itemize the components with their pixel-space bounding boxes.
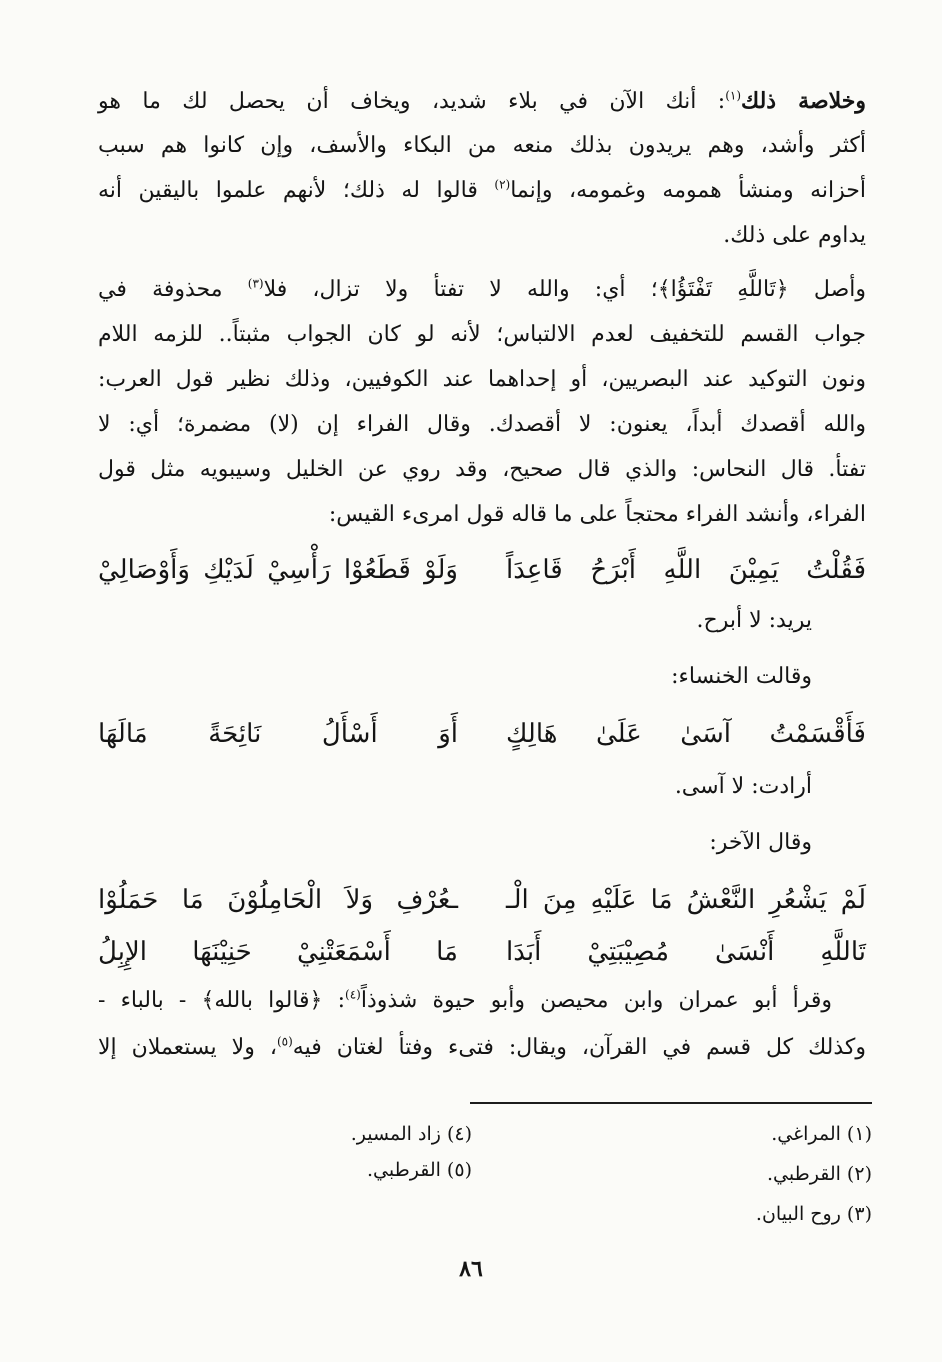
footnote-5: (٥) القرطبي. [367,1159,472,1181]
footnote-2: (٢) القرطبي. [767,1163,872,1185]
paragraph2-line6: الفراء، وأنشد الفراء محتجاً على ما قاله قول امرىء القيس: [328,502,866,527]
verse-4 [98,930,866,974]
verse-3-first-hemistich: لَمْ يَشْعُرِ النَّعْشُ مَا عَلَيْهِ مِنَ الْـ [506,885,866,915]
verse-2-explanation: أرادت: لا آسى. [674,774,812,799]
verse-3-intro: وقال الآخر: [709,830,812,855]
footnote-ref-2: (٢) [494,177,511,192]
footnote-separator [470,1102,872,1104]
paragraph1-line2: أكثر وأشد، وهم يريدون بذلك منعه من البكاء والأسف، وإن كانوا هم سبب [98,133,866,158]
paragraph3-line2-a: وكذلك كل قسم في القرآن، ويقال: فتىء وفتأ لغتان فيه [292,1035,866,1060]
footnote-4: (٤) زاد المسير. [350,1123,472,1145]
page-number: ٨٦ [459,1256,483,1282]
footnote-ref-3: (٣) [247,276,264,291]
footnote-3: (٣) روح البيان. [755,1203,872,1225]
verse-1-first-hemistich: فَقُلْتُ يَمِيْنَ اللَّهِ أَبْرَحُ قَاعِدَاً [506,555,866,585]
paragraph3-line2 [98,1031,866,1065]
paragraph2-line5: تفتأ. قال النحاس: والذي قال صحيح، وقد روي عن الخليل وسيبويه مثل قول [98,457,866,482]
paragraph3-line2-b: ، ولا يستعملان إلا [98,1035,277,1060]
footnote-ref-4: (٤) [345,987,361,1002]
paragraph1-lead: وخلاصة ذلك [741,88,866,114]
paragraph2-line1-a: وأصل ﴿تَاللَّهِ تَفْتَؤُا﴾؛ أي: والله لا تفتأ ولا تزال، فلا [263,277,866,302]
footnote-ref-1: (١) [725,88,742,103]
paragraph1-line3 [98,174,866,208]
paragraph1-line4: يداوم على ذلك. [723,223,866,248]
paragraph2-line1-b: محذوفة في [98,277,248,302]
paragraph3-line1-b: : ﴿قالوا بالله﴾ - بالباء - [98,988,345,1013]
verse-1-explanation: يريد: لا أبرح. [696,608,812,633]
verse-3-second-hemistich: ـعُرْفِ وَلاَ الْحَامِلُوْنَ مَا حَمَلُوْا [98,885,458,915]
footnote-ref-5: (٥) [276,1034,293,1049]
verse-2-intro: وقالت الخنساء: [671,664,812,689]
paragraph2-line1 [98,273,866,307]
verse-3 [98,878,866,922]
paragraph1-line1-text: : أنك الآن في بلاء شديد، ويخاف أن يحصل لك ما هو [98,89,726,114]
paragraph2-line4: والله أقصدك أبداً، يعنون: لا أقصدك. وقال الفراء إن (لا) مضمرة؛ أي: لا [98,412,866,437]
paragraph3-line1 [98,984,832,1018]
paragraph2-line3: ونون التوكيد عند البصريين، أو إحداهما عند الكوفيين، وذلك نظير قول العرب: [98,367,866,392]
verse-1-second-hemistich: وَلَوْ قَطَعُوْا رَأْسِيْ لَدَيْكِ وَأَوْصَالِيْ [98,555,458,585]
paragraph1-line1 [98,84,866,119]
verse-4-first-hemistich: تَاللَّهِ أَنْسَىٰ مُصِيْبَتِيْ أَبَدَا [506,937,866,967]
verse-1 [98,548,866,592]
verse-2-first-hemistich: فَأَقْسَمْتُ آسَىٰ عَلَىٰ هَالِكٍ [506,719,866,749]
footnote-1: (١) المراغي. [771,1123,872,1145]
paragraph2-line2: جواب القسم للتخفيف لعدم الالتباس؛ لأنه لو كان الجواب مثبتاً.. للزمه اللام [98,322,866,347]
verse-2-second-hemistich: أَوَ أَسْأَلُ نَائِحَةً مَالَهَا [98,719,458,749]
paragraph1-line3-b: قالوا له ذلك؛ لأنهم علموا باليقين أنه [98,178,495,203]
paragraph3-line1-a: وقرأ أبو عمران وابن محيصن وأبو حيوة شذوذاً [360,988,832,1013]
paragraph1-line3-a: أحزانه ومنشأ همومه وغمومه، وإنما [510,178,866,203]
verse-4-second-hemistich: مَا أَسْمَعَتْنِيْ حَنِيْنَهَا الإِبِلُ [98,937,458,967]
verse-2 [98,712,866,756]
